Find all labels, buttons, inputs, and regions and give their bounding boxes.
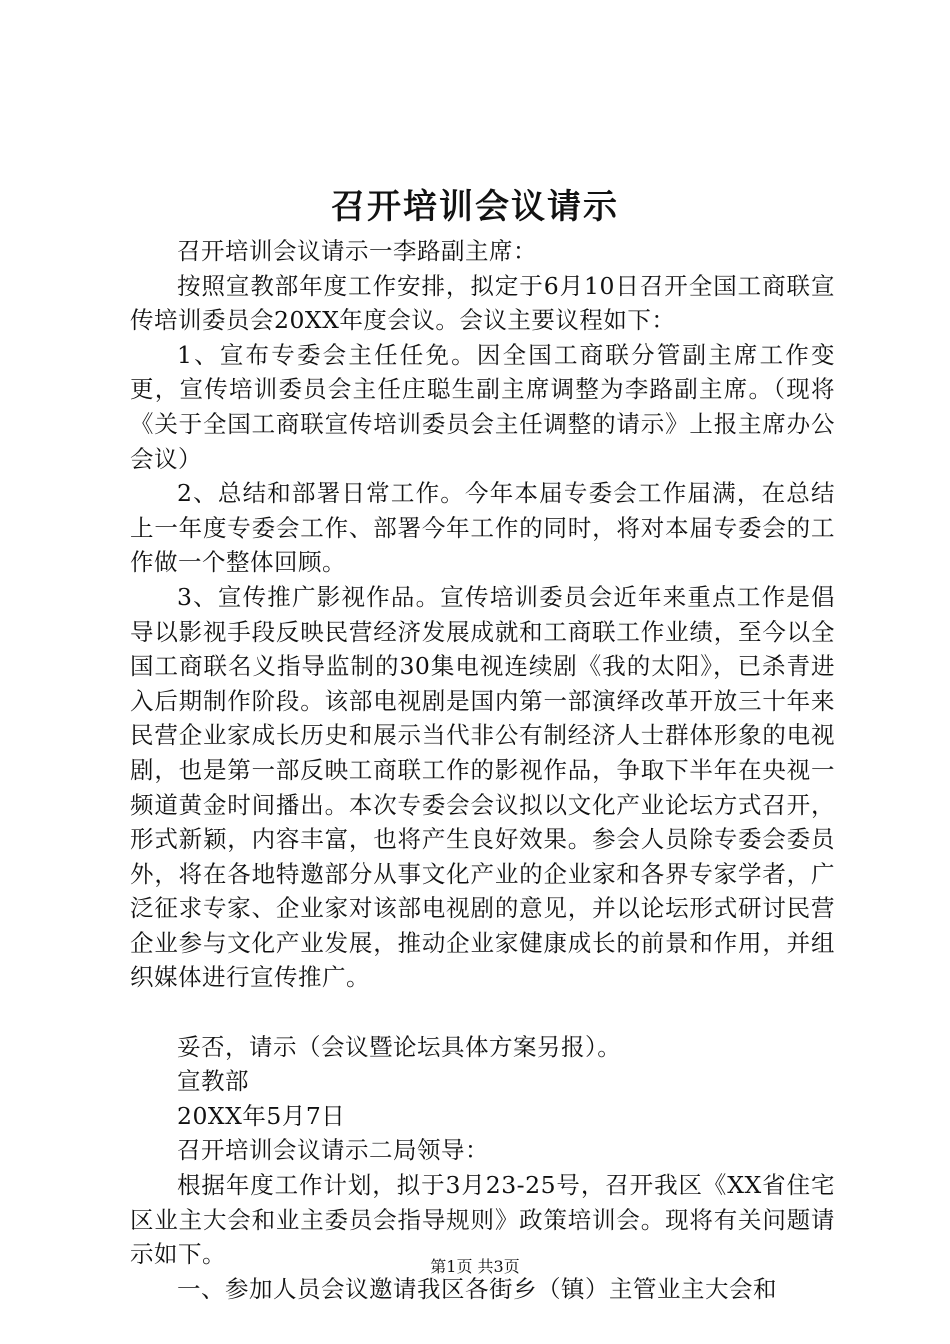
paragraph-participants: 一、参加人员会议邀请我区各街乡（镇）主管业主大会和 (177, 1274, 777, 1303)
paragraph-item-3: 3、宣传推广影视作品。宣传培训委员会近年来重点工作是倡导以影视手段反映民营经济发展成就和工商联工作业绩，至今以全国工商联名义指导监制的30集电视连续剧《我的太阳》，已杀青进入后期制作阶段。该部电视剧是国内第一部演绎改革开放三十年来民营企业家成长历史和展示当代非公有制经济人士群体形象的电视剧，也是第一部反映工商联工作的影视作品，争取下半年在央视一频道黄金时间播出。本次专委会会议拟以文化产业论坛方式召开，形式新颖，内容丰富，也将产生良好效果。参会人员除专委会委员外，将在各地特邀部分从事文化产业的企业家和各界专家学者，广泛征求专家、企业家对该部电视剧的意见，并以论坛形式研讨民营企业参与文化产业发展，推动企业家健康成长的前景和作用，并组织媒体进行宣传推广。 (130, 582, 835, 992)
document-title: 召开培训会议请示 (331, 187, 619, 227)
paragraph-intro: 按照宣教部年度工作安排，拟定于6月10日召开全国工商联宣传培训委员会20XX年度会议。会议主要议程如下： (130, 271, 835, 335)
paragraph-signature-date: 20XX年5月7日 (177, 1101, 346, 1130)
paragraph-closing: 妥否，请示（会议暨论坛具体方案另报）。 (177, 1032, 622, 1061)
paragraph-item-1: 1、宣布专委会主任任免。因全国工商联分管副主席工作变更，宣传培训委员会主任庄聪生副主席调整为李路副主席。（现将《关于全国工商联宣传培训委员会主任调整的请示》上报主席办公会议） (130, 340, 835, 473)
paragraph-signature-dept: 宣教部 (177, 1067, 249, 1096)
paragraph-item-2: 2、总结和部署日常工作。今年本届专委会工作届满，在总结上一年度专委会工作、部署今年工作的同时，将对本届专委会的工作做一个整体回顾。 (130, 479, 835, 577)
blank-line (130, 995, 835, 1030)
paragraph-salutation-2: 召开培训会议请示二局领导： (177, 1136, 489, 1165)
paragraph-salutation-1: 召开培训会议请示一李路副主席： (177, 237, 537, 265)
document-body (130, 234, 835, 1306)
page-footer: 第1页 共3页 (430, 1257, 520, 1276)
paragraph-plan: 根据年度工作计划，拟于3月23-25号，召开我区《XX省住宅区业主大会和业主委员会指导规则》政策培训会。现将有关问题请示如下。 (130, 1171, 835, 1269)
